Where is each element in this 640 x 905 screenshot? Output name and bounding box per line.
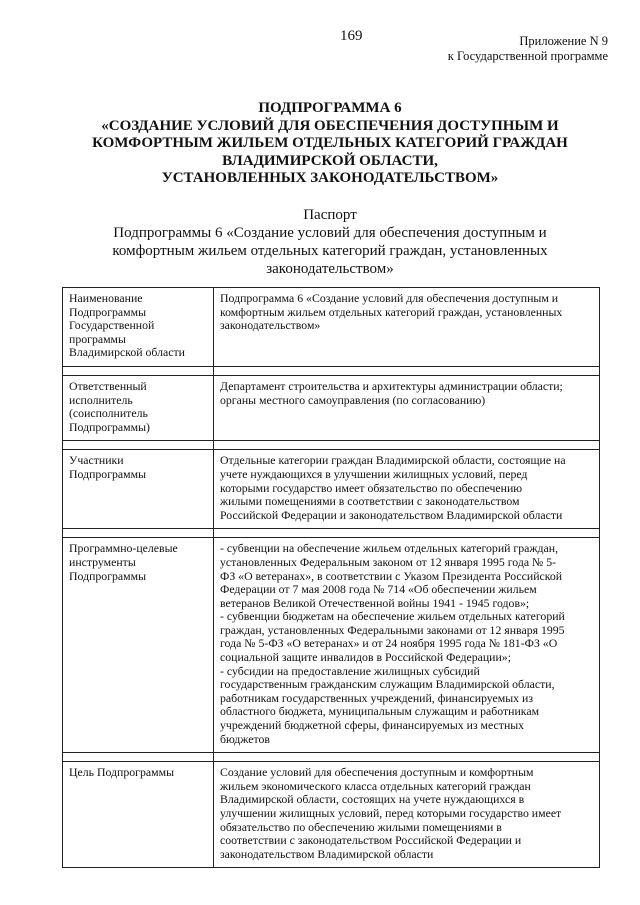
- row-label: [63, 450, 214, 529]
- label-line: Программно-целевые: [69, 541, 178, 556]
- title-line: «СОЗДАНИЕ УСЛОВИЙ ДЛЯ ОБЕСПЕЧЕНИЯ ДОСТУПНЫМ И: [101, 117, 559, 134]
- value-line: - субвенции на обеспечение жильем отдельных категорий граждан,: [220, 541, 559, 556]
- row-gap-cell: [63, 529, 214, 538]
- value-line: обязательство по обеспечению жилыми помещениями в: [220, 819, 502, 834]
- value-line: - субсидии на предоставление жилищных субсидий: [220, 663, 480, 678]
- row-gap: [63, 441, 600, 450]
- table-row: [63, 288, 600, 367]
- value-line: законодательством Владимирской области: [220, 846, 434, 861]
- passport-table-body: [63, 288, 600, 868]
- row-value: [214, 538, 600, 753]
- row-gap-cell: [214, 441, 600, 450]
- value-line: Подпрограмма 6 «Создание условий для обеспечения доступным и: [220, 291, 559, 305]
- value-line: государственным гражданским служащим Владимирской области,: [220, 677, 555, 692]
- label-line: Участники: [69, 453, 124, 468]
- row-label: [63, 762, 214, 868]
- value-line: Департамент строительства и архитектуры администрации области;: [220, 378, 563, 393]
- label-line: Государственной: [69, 318, 155, 333]
- value-line: - субвенции бюджетам на обеспечение жильем отдельных категорий: [220, 609, 565, 624]
- appendix-note: [448, 34, 608, 64]
- row-value: [214, 450, 600, 529]
- table-row: [63, 375, 600, 440]
- title-line: УСТАНОВЛЕННЫХ ЗАКОНОДАТЕЛЬСТВОМ»: [161, 170, 499, 186]
- row-gap: [63, 366, 600, 375]
- value-line: установленных Федеральным законом от 12 января 1995 года № 5-: [220, 554, 557, 569]
- value-line: Создание условий для обеспечения доступным и комфортным: [220, 765, 534, 780]
- table-row: [63, 762, 600, 868]
- value-line: ФЗ «О ветеранах», в соответствии с Указом Президента Российской: [220, 568, 563, 583]
- subtitle-line: законодательством»: [266, 261, 394, 277]
- appendix-line: Приложение N 9: [519, 34, 608, 48]
- value-line: улучшении жилищных условий, перед которыми государство имеет: [220, 806, 562, 820]
- value-line: комфортным жильем отдельных категорий граждан, установленных: [220, 304, 563, 319]
- label-line: Владимирской области: [69, 345, 185, 360]
- label-line: Наименование: [69, 291, 143, 305]
- label-line: инструменты: [69, 554, 136, 569]
- row-value: [214, 288, 600, 367]
- value-line: жилыми помещениями в соответствии с законодательством: [220, 494, 520, 509]
- value-line: Владимирской области, состоящих на учете нуждающихся в: [220, 792, 525, 807]
- value-line: Отдельные категории граждан Владимирской области, состоящие на: [220, 453, 566, 468]
- page-number: 169: [340, 28, 363, 44]
- value-line: жильем экономического класса отдельных категорий граждан: [220, 778, 531, 793]
- row-gap-cell: [63, 753, 214, 762]
- value-line: учете нуждающихся в улучшении жилищных условий, перед: [220, 466, 528, 481]
- row-gap: [63, 753, 600, 762]
- label-line: программы: [69, 331, 126, 346]
- row-label: [63, 375, 214, 440]
- value-line: которыми государство имеет обязательство по обеспечению: [220, 480, 523, 495]
- value-line: бюджетов: [220, 731, 270, 746]
- value-line: учреждений бюджетной сферы, финансируемых из местных: [220, 718, 525, 733]
- value-line: Российской Федерации и законодательством Владимирской области: [220, 507, 563, 522]
- value-line: года № 5-ФЗ «О ветеранах» и от 24 ноября 1995 года № 181-ФЗ «О: [220, 636, 558, 651]
- row-label: [63, 288, 214, 367]
- row-gap: [63, 529, 600, 538]
- label-line: Подпрограммы): [69, 419, 150, 434]
- row-label: [63, 538, 214, 753]
- row-gap-cell: [214, 529, 600, 538]
- label-line: Ответственный: [69, 378, 147, 393]
- label-line: Подпрограммы: [69, 304, 147, 319]
- table-row: [63, 450, 600, 529]
- subtitle-line: комфортным жильем отдельных категорий граждан, установленных: [112, 243, 548, 259]
- value-line: соответствии с законодательством Российской Федерации и: [220, 833, 522, 848]
- passport-subtitle: [60, 224, 600, 278]
- value-line: органы местного самоуправления (по согласованию): [220, 392, 486, 407]
- row-value: [214, 375, 600, 440]
- table-row: [63, 538, 600, 753]
- passport-heading: Паспорт: [303, 207, 357, 223]
- title-line: КОМФОРТНЫМ ЖИЛЬЕМ ОТДЕЛЬНЫХ КАТЕГОРИЙ ГРАЖДАН: [92, 135, 568, 151]
- value-line: граждан, установленных Федеральными законами от 12 января 1995: [220, 622, 565, 637]
- subtitle-line: Подпрограммы 6 «Создание условий для обеспечения доступным и: [113, 225, 547, 241]
- row-value: [214, 762, 600, 868]
- value-line: законодательством»: [220, 318, 321, 333]
- row-gap-cell: [63, 441, 214, 450]
- label-line: Подпрограммы: [69, 466, 147, 481]
- row-gap-cell: [63, 366, 214, 375]
- title-line: ПОДПРОГРАММА 6: [258, 100, 402, 116]
- value-line: ветеранов Великой Отечественной войны 1941 - 1945 годов»;: [220, 595, 530, 610]
- value-line: областного бюджета, муниципальным служащим и работникам: [220, 704, 540, 719]
- value-line: Федерации от 7 мая 2008 года № 714 «Об обеспечении жильем: [220, 582, 537, 597]
- title-line: ВЛАДИМИРСКОЙ ОБЛАСТИ,: [222, 152, 438, 169]
- row-gap-cell: [214, 366, 600, 375]
- label-line: исполнитель: [69, 392, 133, 407]
- appendix-line: к Государственной программе: [447, 49, 608, 63]
- label-line: Цель Подпрограммы: [69, 765, 174, 780]
- label-line: Подпрограммы: [69, 568, 147, 583]
- value-line: работникам государственных учреждений, финансируемых из: [220, 690, 533, 705]
- passport-table: [62, 287, 600, 868]
- row-gap-cell: [214, 753, 600, 762]
- label-line: (соисполнитель: [69, 406, 148, 421]
- subprogram-title: [60, 100, 600, 188]
- value-line: социальной защите инвалидов в Российской Федерации»;: [220, 650, 511, 665]
